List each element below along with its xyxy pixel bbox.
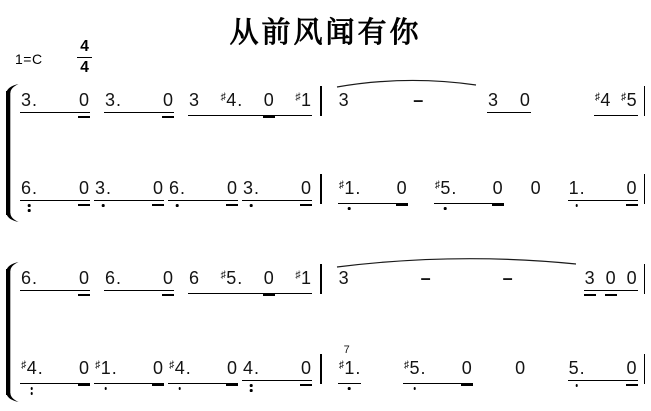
augmentation-dot: . <box>254 358 260 378</box>
dash-note: – <box>502 268 513 288</box>
sharp-icon: ♯ <box>169 359 175 371</box>
note-group <box>584 268 638 291</box>
note: ♯5. <box>435 178 457 201</box>
note-group <box>403 358 473 384</box>
note: ♯1 <box>295 90 311 110</box>
dash-note: – <box>420 268 431 288</box>
note-group <box>530 178 542 200</box>
note-group <box>242 178 312 201</box>
rest-note: 0 <box>263 90 274 110</box>
note: 3. <box>21 90 38 110</box>
sharp-icon: ♯ <box>338 359 344 371</box>
augmentation-dot: . <box>579 358 585 378</box>
octave-dot <box>444 207 447 210</box>
measure <box>18 90 320 116</box>
rest-note: 0 <box>78 268 89 288</box>
note-group <box>487 90 531 113</box>
barline <box>644 174 646 204</box>
octave-dot <box>31 387 34 390</box>
note-group <box>242 358 312 381</box>
measure <box>322 178 644 204</box>
augmentation-dot: . <box>116 90 122 110</box>
staff-treble <box>18 90 645 116</box>
note-group <box>514 358 526 380</box>
octave-dot <box>348 387 351 390</box>
time-signature-numerator: 4 <box>80 38 89 55</box>
rest-note: 0 <box>492 178 503 198</box>
note: ♯5. <box>220 268 243 288</box>
barline <box>644 264 646 294</box>
note-group <box>20 268 90 291</box>
note: 3 <box>189 90 200 110</box>
note-group <box>568 358 638 381</box>
time-signature-denominator: 4 <box>80 58 89 76</box>
song-title: 从前风闻有你 <box>229 17 422 49</box>
augmentation-dot: . <box>420 358 426 378</box>
note: 6 <box>189 268 200 288</box>
dash-note: – <box>413 90 424 110</box>
augmentation-dot: . <box>180 178 186 198</box>
augmentation-dot: . <box>237 268 243 288</box>
rest-note: 0 <box>226 178 237 198</box>
key-signature: 1=C <box>15 51 43 67</box>
octave-dot <box>250 389 253 392</box>
octave-dot <box>413 387 416 390</box>
octave-dot <box>176 204 179 207</box>
sharp-icon: ♯ <box>594 91 600 103</box>
note-group <box>502 268 514 290</box>
note-group <box>568 178 638 201</box>
time-signature-bar <box>77 57 92 59</box>
sharp-icon: ♯ <box>220 269 226 281</box>
system-2 <box>0 268 651 411</box>
rest-note: 0 <box>152 358 163 378</box>
augmentation-dot: . <box>355 358 361 378</box>
augmentation-dot: . <box>32 90 38 110</box>
note-group <box>594 90 638 116</box>
rest-note: 0 <box>152 178 163 198</box>
rest-note: 0 <box>78 358 89 378</box>
sharp-icon: ♯ <box>95 359 101 371</box>
barline <box>644 354 646 384</box>
augmentation-dot: . <box>579 178 585 198</box>
rest-note: 0 <box>605 268 616 288</box>
sharp-icon: ♯ <box>295 269 301 281</box>
augmentation-dot: . <box>32 178 38 198</box>
note: 3. <box>243 178 259 198</box>
note: 3 <box>338 90 349 110</box>
sharp-icon: ♯ <box>338 179 344 191</box>
note: 3 <box>487 90 498 110</box>
time-signature <box>75 39 94 76</box>
octave-dot <box>105 387 108 390</box>
octave-dot <box>28 209 31 212</box>
note: ♯4. <box>169 358 191 381</box>
octave-dot <box>179 387 182 390</box>
sharp-icon: ♯ <box>220 91 226 103</box>
note-group <box>188 90 312 116</box>
rest-note: 0 <box>626 358 637 378</box>
rest-note: 0 <box>78 178 89 198</box>
staff-bass <box>18 344 645 384</box>
octave-dot <box>575 204 578 207</box>
measure <box>322 268 644 291</box>
note: 6. <box>21 178 37 198</box>
sharp-icon: ♯ <box>295 91 301 103</box>
note: 6. <box>21 268 38 288</box>
note-group <box>338 268 350 290</box>
note-group <box>338 178 408 204</box>
note: 4. <box>243 358 259 378</box>
augmentation-dot: . <box>32 268 38 288</box>
note: ♯1 <box>295 268 311 288</box>
note: 3. <box>105 90 122 110</box>
system-brace-icon <box>3 84 19 222</box>
system-1 <box>0 90 651 240</box>
note-group <box>412 90 424 112</box>
rest-note: 0 <box>461 358 472 378</box>
note: 3 <box>338 268 349 288</box>
note: ♯ 7 1. <box>339 358 361 381</box>
note: 6. <box>105 268 122 288</box>
augmentation-dot: . <box>111 358 117 378</box>
note: ♯4 <box>594 90 611 110</box>
note: 3 <box>584 268 595 288</box>
augmentation-dot: . <box>106 178 112 198</box>
augmentation-dot: . <box>254 178 260 198</box>
stacked-note: 7 <box>343 344 350 356</box>
note: ♯1. <box>95 358 117 381</box>
staff-treble <box>18 268 645 294</box>
note-group <box>168 358 238 384</box>
augmentation-dot: . <box>237 90 243 110</box>
note-group <box>188 268 312 294</box>
measure <box>18 358 320 384</box>
sharp-icon: ♯ <box>403 359 410 371</box>
note: 1. <box>569 178 585 198</box>
note-group <box>338 344 362 384</box>
rest-note: 0 <box>626 178 637 198</box>
rest-note: 0 <box>300 178 311 198</box>
measure <box>322 90 644 116</box>
octave-dot <box>250 204 253 207</box>
measure <box>18 268 320 294</box>
note: ♯5 <box>620 90 637 110</box>
rest-note: 0 <box>530 178 541 198</box>
octave-dot <box>250 384 253 387</box>
note: ♯5. <box>404 358 426 381</box>
system-brace-icon <box>3 262 19 402</box>
note: 5. <box>569 358 585 378</box>
augmentation-dot: . <box>451 178 457 198</box>
note: 6. <box>169 178 185 198</box>
note-group <box>420 268 432 290</box>
sharp-icon: ♯ <box>434 179 440 191</box>
note-group <box>168 178 238 201</box>
octave-dot <box>102 204 105 207</box>
slur-arc <box>334 254 580 270</box>
octave-dot <box>348 207 351 210</box>
note-group <box>104 268 174 291</box>
rest-note: 0 <box>396 178 407 198</box>
note: ♯4. <box>220 90 243 110</box>
augmentation-dot: . <box>116 268 122 288</box>
note-group <box>94 178 164 201</box>
note-group <box>94 358 164 384</box>
augmentation-dot: . <box>37 358 43 378</box>
rest-note: 0 <box>78 90 89 110</box>
octave-dot <box>575 384 578 387</box>
rest-note: 0 <box>300 358 311 378</box>
note: ♯4. <box>21 358 43 381</box>
rest-note: 0 <box>226 358 237 378</box>
octave-dot <box>31 392 34 395</box>
sharp-icon: ♯ <box>620 91 627 103</box>
rest-note: 0 <box>263 268 274 288</box>
rest-note: 0 <box>626 268 637 288</box>
octave-dot <box>28 204 31 207</box>
rest-note: 0 <box>515 358 526 378</box>
note-group <box>20 178 90 201</box>
rest-note: 0 <box>519 90 530 110</box>
augmentation-dot: . <box>355 178 361 198</box>
note-group <box>20 90 90 113</box>
measure <box>322 344 644 384</box>
staff-bass <box>18 178 645 204</box>
augmentation-dot: . <box>185 358 191 378</box>
note-group <box>20 358 90 384</box>
rest-note: 0 <box>162 268 173 288</box>
note: 3. <box>95 178 111 198</box>
note-group <box>104 90 174 113</box>
note: ♯1. <box>339 178 361 201</box>
barline <box>644 86 646 116</box>
rest-note: 0 <box>162 90 173 110</box>
sharp-icon: ♯ <box>21 359 27 371</box>
measure <box>18 178 320 201</box>
slur-arc <box>334 76 480 90</box>
note-group <box>338 90 350 112</box>
note-group <box>434 178 504 204</box>
